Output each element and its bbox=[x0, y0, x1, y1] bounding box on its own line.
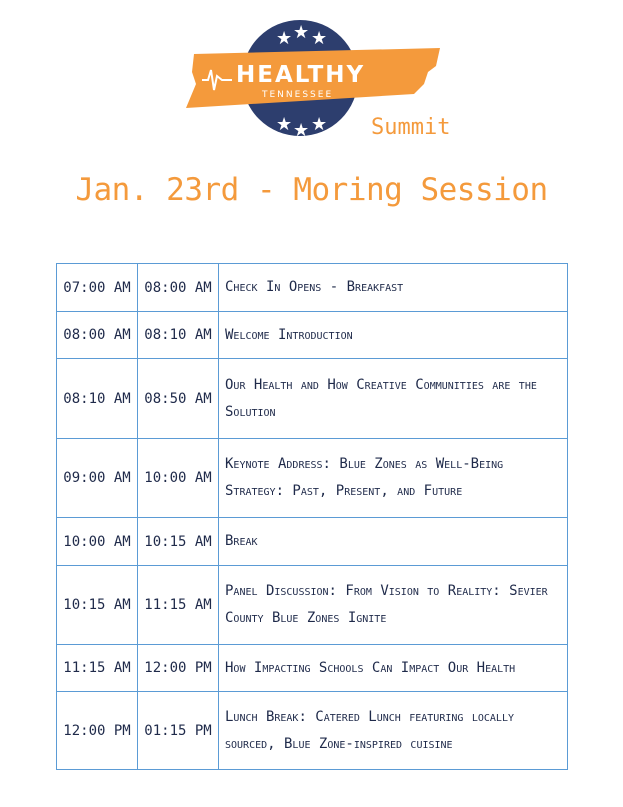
start-time-text: 12:00 PM bbox=[63, 722, 131, 739]
star-icon: ★ bbox=[311, 28, 328, 49]
end-time-text: 11:15 AM bbox=[144, 597, 212, 613]
end-time-cell bbox=[138, 645, 219, 692]
start-time-text: 09:00 AM bbox=[63, 470, 131, 486]
end-time-cell bbox=[138, 518, 219, 566]
start-time-text: 10:00 AM bbox=[63, 533, 131, 550]
end-time-text: 10:15 AM bbox=[144, 533, 212, 550]
tennessee-logo-graphic bbox=[178, 14, 468, 144]
start-time-cell bbox=[57, 312, 138, 359]
star-icon: ★ bbox=[293, 22, 310, 43]
session-description-cell bbox=[219, 566, 568, 645]
table-row bbox=[57, 692, 568, 770]
end-time-cell bbox=[138, 439, 219, 518]
star-icon: ★ bbox=[311, 114, 328, 135]
end-time-text: 08:10 AM bbox=[144, 327, 212, 343]
table-row bbox=[57, 359, 568, 439]
start-time-text: 10:15 AM bbox=[63, 597, 131, 613]
end-time-cell bbox=[138, 566, 219, 645]
logo-event-text: Summit bbox=[371, 115, 451, 140]
start-time-text: 11:15 AM bbox=[63, 660, 131, 676]
table-row bbox=[57, 566, 568, 645]
session-description-text: Break bbox=[225, 533, 258, 549]
start-time-cell bbox=[57, 692, 138, 770]
end-time-text: 08:50 AM bbox=[144, 390, 212, 407]
session-description-cell bbox=[219, 439, 568, 518]
star-icon: ★ bbox=[276, 28, 293, 49]
session-description-cell bbox=[219, 312, 568, 359]
table-row bbox=[57, 312, 568, 359]
start-time-cell bbox=[57, 359, 138, 439]
session-description-text: Lunch Break: Catered Lunch featuring locally sourced, Blue Zone-inspired cuisine bbox=[225, 708, 514, 752]
session-description-text: How Impacting Schools Can Impact Our Health bbox=[225, 659, 516, 676]
session-description-text: Check In Opens - Breakfast bbox=[225, 279, 404, 295]
start-time-cell bbox=[57, 518, 138, 566]
logo-state-text: TENNESSEE bbox=[262, 90, 334, 100]
end-time-cell bbox=[138, 692, 219, 770]
session-description-cell bbox=[219, 645, 568, 692]
session-description-text: Keynote Address: Blue Zones as Well-Being Strategy: Past, Present, and Future bbox=[225, 456, 504, 499]
session-description-cell bbox=[219, 518, 568, 566]
summit-logo bbox=[178, 14, 468, 144]
start-time-cell bbox=[57, 439, 138, 518]
end-time-text: 12:00 PM bbox=[144, 660, 212, 676]
star-icon: ★ bbox=[293, 120, 310, 141]
end-time-cell bbox=[138, 312, 219, 359]
end-time-text: 01:15 PM bbox=[144, 722, 212, 739]
start-time-text: 08:10 AM bbox=[63, 390, 131, 407]
session-description-cell bbox=[219, 264, 568, 312]
table-row bbox=[57, 518, 568, 566]
session-description-text: Our Health and How Creative Communities are the Solution bbox=[225, 376, 537, 420]
schedule-table bbox=[56, 263, 568, 770]
table-row bbox=[57, 264, 568, 312]
end-time-cell bbox=[138, 264, 219, 312]
end-time-text: 08:00 AM bbox=[144, 279, 212, 296]
table-row bbox=[57, 439, 568, 518]
start-time-cell bbox=[57, 645, 138, 692]
start-time-cell bbox=[57, 264, 138, 312]
page-title: Jan. 23rd - Moring Session bbox=[75, 172, 548, 208]
star-icon: ★ bbox=[276, 114, 293, 135]
start-time-text: 07:00 AM bbox=[63, 279, 131, 296]
table-row bbox=[57, 645, 568, 692]
session-description-text: Welcome Introduction bbox=[225, 326, 353, 343]
end-time-cell bbox=[138, 359, 219, 439]
end-time-text: 10:00 AM bbox=[144, 470, 212, 486]
start-time-cell bbox=[57, 566, 138, 645]
session-description-text: Panel Discussion: From Vision to Reality: Sevier County Blue Zones Ignite bbox=[225, 583, 548, 626]
start-time-text: 08:00 AM bbox=[63, 327, 131, 343]
session-description-cell bbox=[219, 692, 568, 770]
session-description-cell bbox=[219, 359, 568, 439]
logo-brand-text: HEALTHY bbox=[236, 62, 366, 88]
